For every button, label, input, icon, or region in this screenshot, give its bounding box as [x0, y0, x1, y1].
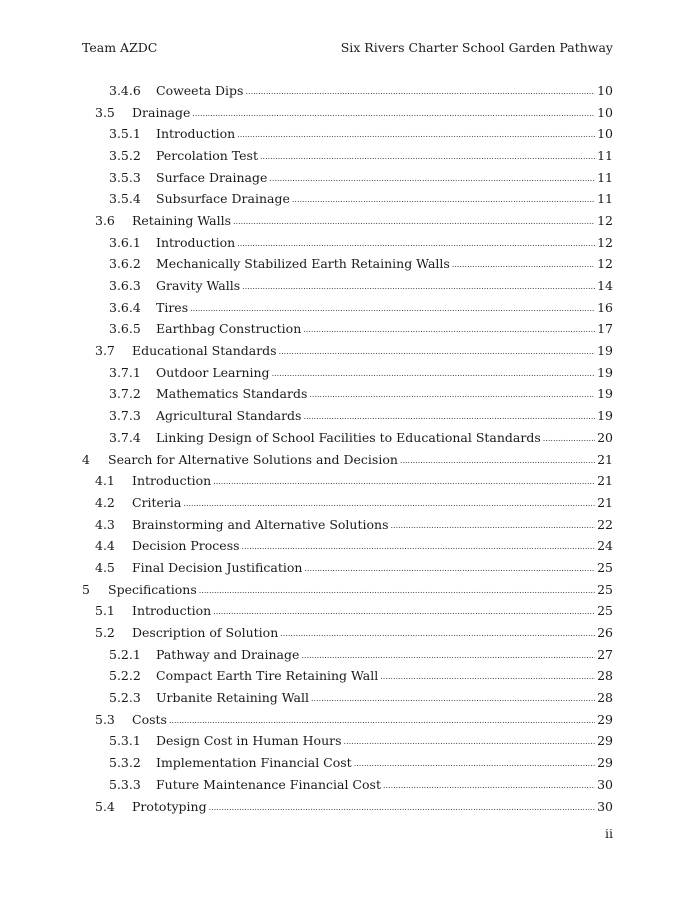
toc-entry[interactable]: [82, 666, 613, 688]
toc-dot-leader: [199, 582, 595, 598]
toc-entry[interactable]: [82, 774, 613, 796]
toc-entry-number: 3.7: [95, 343, 115, 359]
toc-entry-title: Costs: [132, 711, 167, 727]
toc-dot-leader: [242, 278, 595, 294]
toc-entry-number: 4.4: [95, 538, 115, 554]
toc-entry-page: 25: [597, 603, 613, 619]
toc-entry-page: 26: [597, 625, 613, 641]
toc-entry-title: Design Cost in Human Hours: [156, 733, 342, 749]
toc-dot-leader: [190, 300, 595, 316]
toc-entry-title: Coweeta Dips: [156, 82, 244, 98]
toc-entry-number: 5.3.3: [109, 776, 141, 792]
toc-entry[interactable]: [82, 405, 613, 427]
toc-dot-leader: [304, 560, 595, 576]
toc-dot-leader: [260, 148, 595, 164]
toc-dot-leader: [309, 386, 595, 402]
toc-dot-leader: [311, 690, 595, 706]
toc-dot-leader: [390, 517, 595, 533]
toc-entry[interactable]: [82, 340, 613, 362]
toc-entry[interactable]: [82, 188, 613, 210]
toc-entry-number: 5.2.3: [109, 690, 141, 706]
toc-entry-title: Decision Process: [132, 538, 240, 554]
toc-entry-page: 25: [597, 559, 613, 575]
toc-dot-leader: [292, 191, 595, 207]
toc-entry-number: 3.6.2: [109, 256, 141, 272]
toc-dot-leader: [209, 799, 595, 815]
toc-entry[interactable]: [82, 232, 613, 254]
toc-entry-number: 3.5.3: [109, 169, 141, 185]
toc-entry-title: Mechanically Stabilized Earth Retaining Walls: [156, 256, 450, 272]
toc-entry-page: 25: [597, 581, 613, 597]
toc-entry-number: 3.7.1: [109, 364, 141, 380]
toc-entry-title: Search for Alternative Solutions and Decision: [108, 451, 398, 467]
toc-entry-title: Percolation Test: [156, 147, 258, 163]
toc-entry[interactable]: [82, 514, 613, 536]
toc-entry-title: Tires: [156, 299, 189, 315]
toc-entry-title: Introduction: [132, 603, 212, 619]
toc-entry[interactable]: [82, 123, 613, 145]
toc-entry[interactable]: [82, 362, 613, 384]
toc-entry-number: 3.6.5: [109, 321, 141, 337]
toc-dot-leader: [452, 256, 595, 272]
toc-entry-title: Prototyping: [132, 798, 207, 814]
toc-entry-title: Future Maintenance Financial Cost: [156, 776, 381, 792]
toc-entry[interactable]: [82, 535, 613, 557]
toc-entry-title: Agricultural Standards: [156, 408, 302, 424]
toc-dot-leader: [303, 321, 595, 337]
toc-entry[interactable]: [82, 492, 613, 514]
toc-entry-page: 17: [597, 321, 613, 337]
toc-entry-title: Brainstorming and Alternative Solutions: [132, 516, 389, 532]
toc-entry[interactable]: [82, 752, 613, 774]
toc-entry-number: 3.6.1: [109, 234, 141, 250]
toc-entry[interactable]: [82, 275, 613, 297]
toc-dot-leader: [301, 647, 595, 663]
toc-entry[interactable]: [82, 427, 613, 449]
toc-entry[interactable]: [82, 687, 613, 709]
toc-entry-title: Specifications: [108, 581, 197, 597]
toc-entry[interactable]: [82, 644, 613, 666]
toc-entry-number: 5.1: [95, 603, 115, 619]
toc-dot-leader: [344, 733, 596, 749]
toc-entry-page: 11: [597, 191, 613, 207]
toc-entry-number: 5.4: [95, 798, 115, 814]
toc-dot-leader: [245, 83, 595, 99]
toc-dot-leader: [279, 343, 596, 359]
toc-dot-leader: [213, 603, 595, 619]
toc-entry-page: 24: [597, 538, 613, 554]
toc-entry-title: Outdoor Learning: [156, 364, 270, 380]
toc-entry-number: 4.1: [95, 473, 115, 489]
toc-entry-page: 16: [597, 299, 613, 315]
toc-entry[interactable]: [82, 601, 613, 623]
toc-dot-leader: [354, 755, 595, 771]
toc-entry-page: 12: [597, 234, 613, 250]
toc-entry-number: 3.7.2: [109, 386, 141, 402]
toc-entry-page: 29: [597, 733, 613, 749]
toc-entry-title: Linking Design of School Facilities to Educational Standards: [156, 429, 541, 445]
toc-entry-page: 21: [597, 494, 613, 510]
toc-entry-title: Implementation Financial Cost: [156, 755, 352, 771]
toc-entry-number: 3.5.2: [109, 147, 141, 163]
toc-entry-number: 5: [82, 581, 90, 597]
toc-entry-number: 4: [82, 451, 90, 467]
toc-entry-page: 29: [597, 755, 613, 771]
table-of-contents: [82, 80, 613, 817]
toc-entry-page: 28: [597, 668, 613, 684]
page-header: [82, 40, 613, 58]
toc-entry-page: 29: [597, 711, 613, 727]
toc-entry-page: 27: [597, 646, 613, 662]
toc-entry[interactable]: [82, 709, 613, 731]
toc-entry-number: 3.5: [95, 104, 115, 120]
toc-entry-title: Educational Standards: [132, 343, 277, 359]
toc-dot-leader: [169, 712, 595, 728]
toc-dot-leader: [303, 408, 595, 424]
toc-entry[interactable]: [82, 796, 613, 818]
toc-entry-page: 12: [597, 212, 613, 228]
toc-entry-number: 3.5.4: [109, 191, 141, 207]
toc-entry-page: 19: [597, 408, 613, 424]
toc-entry-title: Introduction: [132, 473, 212, 489]
toc-dot-leader: [237, 235, 595, 251]
toc-entry-title: Criteria: [132, 494, 182, 510]
toc-entry-page: 30: [597, 776, 613, 792]
toc-entry[interactable]: [82, 319, 613, 341]
toc-entry-page: 19: [597, 386, 613, 402]
toc-entry-page: 10: [597, 126, 613, 142]
toc-entry-number: 3.7.4: [109, 429, 141, 445]
toc-entry-number: 5.3: [95, 711, 115, 727]
toc-entry[interactable]: [82, 102, 613, 124]
toc-entry[interactable]: [82, 167, 613, 189]
toc-entry-number: 5.2.1: [109, 646, 141, 662]
toc-entry-page: 11: [597, 147, 613, 163]
toc-entry-title: Pathway and Drainage: [156, 646, 300, 662]
toc-entry-number: 4.3: [95, 516, 115, 532]
toc-dot-leader: [543, 430, 595, 446]
toc-entry-page: 19: [597, 343, 613, 359]
toc-dot-leader: [272, 365, 596, 381]
toc-entry-title: Earthbag Construction: [156, 321, 302, 337]
toc-entry[interactable]: [82, 557, 613, 579]
toc-entry-title: Gravity Walls: [156, 278, 241, 294]
toc-dot-leader: [269, 170, 595, 186]
toc-entry-number: 3.4.6: [109, 82, 141, 98]
toc-entry-title: Introduction: [156, 126, 236, 142]
toc-entry-number: 3.5.1: [109, 126, 141, 142]
toc-dot-leader: [280, 625, 595, 641]
toc-entry[interactable]: [82, 297, 613, 319]
toc-dot-leader: [380, 668, 595, 684]
header-document-title: Six Rivers Charter School Garden Pathway: [340, 40, 613, 55]
toc-entry-title: Drainage: [132, 104, 191, 120]
toc-entry[interactable]: [82, 470, 613, 492]
header-team-name: Team AZDC: [82, 40, 158, 55]
toc-entry[interactable]: [82, 384, 613, 406]
toc-entry-number: 5.3.1: [109, 733, 141, 749]
toc-entry-page: 28: [597, 690, 613, 706]
toc-entry-page: 21: [597, 473, 613, 489]
toc-entry-page: 11: [597, 169, 613, 185]
toc-entry-title: Surface Drainage: [156, 169, 268, 185]
toc-entry[interactable]: [82, 145, 613, 167]
toc-entry-title: Description of Solution: [132, 625, 279, 641]
toc-entry-page: 30: [597, 798, 613, 814]
toc-dot-leader: [192, 105, 595, 121]
toc-entry-title: Compact Earth Tire Retaining Wall: [156, 668, 379, 684]
toc-dot-leader: [242, 538, 596, 554]
toc-entry-number: 3.6.3: [109, 278, 141, 294]
toc-entry-title: Introduction: [156, 234, 236, 250]
toc-entry[interactable]: [82, 80, 613, 102]
toc-entry-title: Final Decision Justification: [132, 559, 303, 575]
toc-entry-title: Retaining Walls: [132, 212, 231, 228]
toc-dot-leader: [233, 213, 595, 229]
toc-entry-page: 12: [597, 256, 613, 272]
toc-entry-number: 5.3.2: [109, 755, 141, 771]
toc-entry[interactable]: [82, 254, 613, 276]
toc-dot-leader: [400, 452, 595, 468]
toc-entry-number: 5.2.2: [109, 668, 141, 684]
toc-entry-number: 3.6.4: [109, 299, 141, 315]
toc-entry[interactable]: [82, 731, 613, 753]
toc-entry-page: 22: [597, 516, 613, 532]
toc-entry-title: Subsurface Drainage: [156, 191, 290, 207]
toc-entry-number: 5.2: [95, 625, 115, 641]
toc-entry-page: 10: [597, 104, 613, 120]
toc-entry[interactable]: [82, 622, 613, 644]
toc-entry[interactable]: [82, 579, 613, 601]
toc-entry-page: 10: [597, 82, 613, 98]
toc-entry[interactable]: [82, 449, 613, 471]
toc-entry-number: 3.6: [95, 212, 115, 228]
toc-entry-title: Urbanite Retaining Wall: [156, 690, 309, 706]
toc-entry-title: Mathematics Standards: [156, 386, 308, 402]
toc-entry-number: 4.2: [95, 494, 115, 510]
toc-dot-leader: [213, 473, 595, 489]
toc-entry-number: 4.5: [95, 559, 115, 575]
toc-entry-page: 21: [597, 451, 613, 467]
toc-entry-page: 14: [597, 278, 613, 294]
toc-dot-leader: [237, 126, 595, 142]
toc-entry[interactable]: [82, 210, 613, 232]
toc-dot-leader: [183, 495, 595, 511]
page-number: ii: [605, 826, 613, 841]
toc-entry-page: 20: [597, 429, 613, 445]
toc-dot-leader: [383, 777, 595, 793]
toc-entry-number: 3.7.3: [109, 408, 141, 424]
toc-entry-page: 19: [597, 364, 613, 380]
